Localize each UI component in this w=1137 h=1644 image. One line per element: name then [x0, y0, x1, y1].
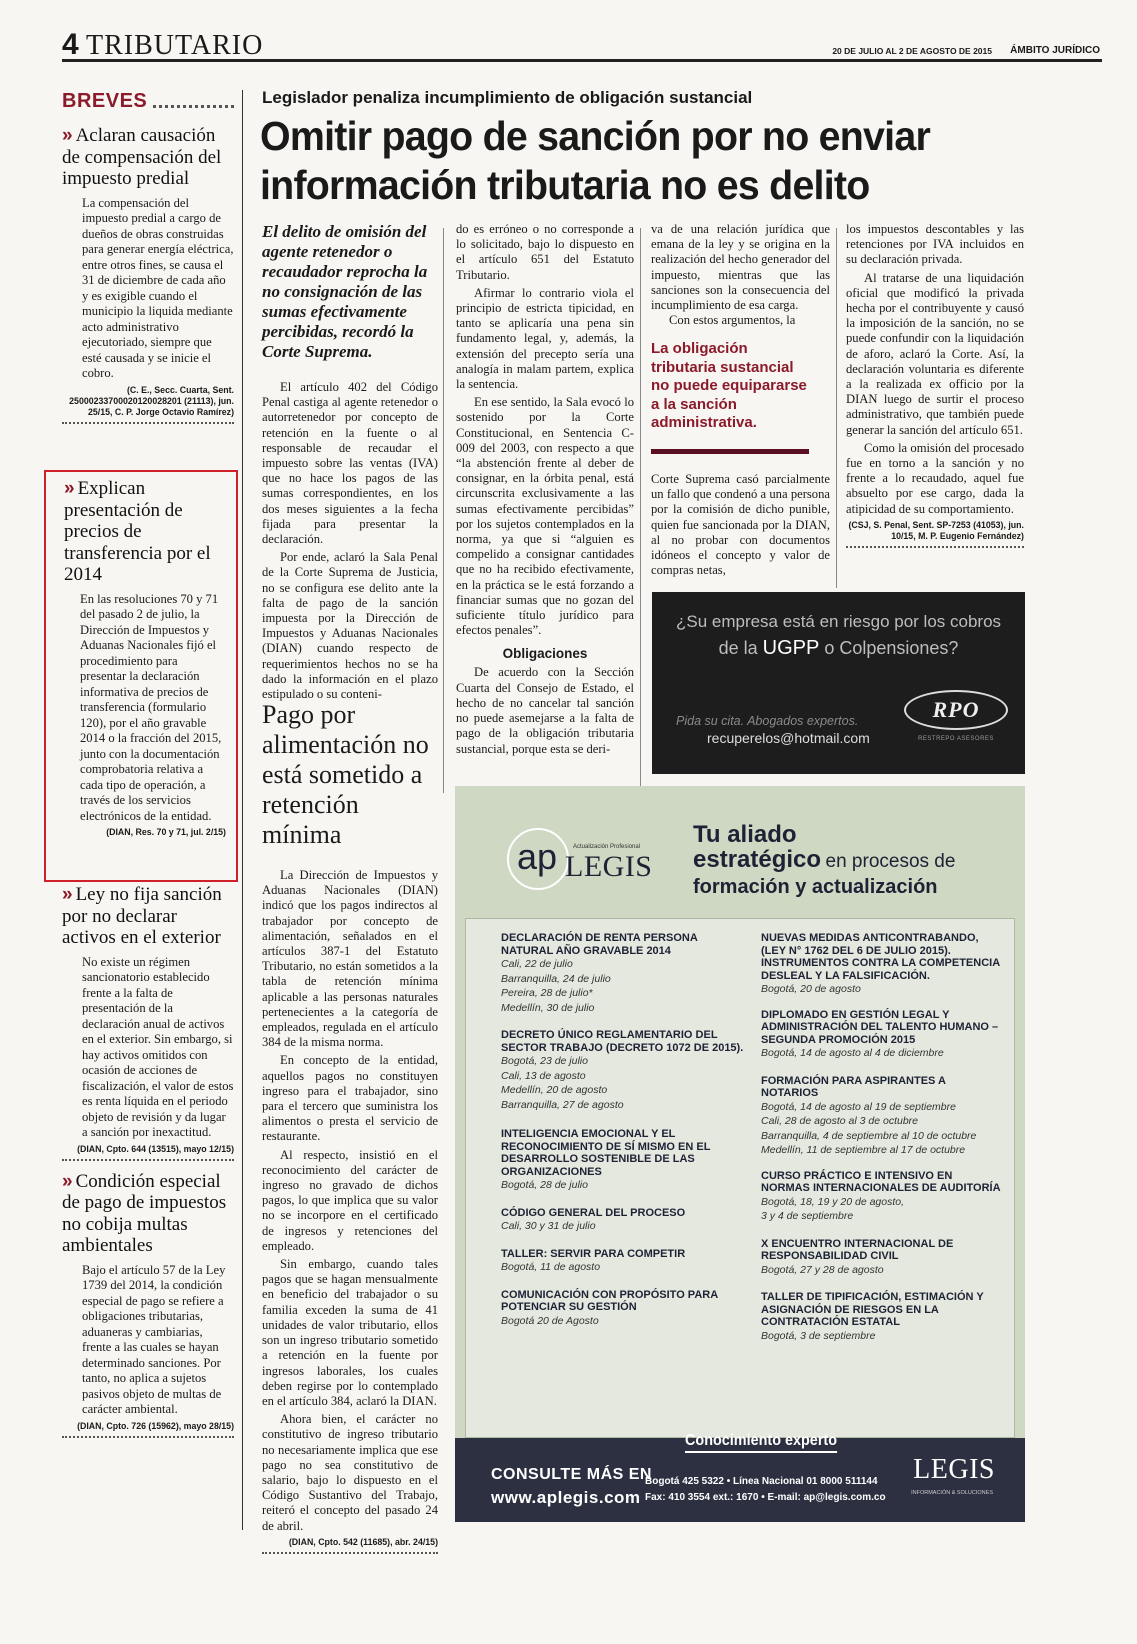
- course-date: Medellín, 11 de septiembre al 17 de octubre: [761, 1144, 966, 1156]
- course-item: [501, 1289, 751, 1329]
- course-date: 3 y 4 de septiembre: [761, 1210, 854, 1222]
- ad-text-bold: UGPP: [762, 637, 820, 659]
- course-item: [761, 932, 1001, 997]
- headline-line: Tu aliado: [693, 821, 797, 848]
- brief-citation: (DIAN, Cpto. 726 (15962), mayo 28/15): [77, 1420, 234, 1431]
- brief-heading-text: Aclaran causación de compensación del impuesto predial: [62, 125, 222, 189]
- paragraph: Como la omisión del procesado fue en torno a la sanción y no frente a lo recaudado, aquel fue absuelto por ese cargo, dada la atipicidad de su comportamiento.: [846, 440, 1024, 516]
- brief-body: No existe un régimen sancionatorio establecido frente a la falta de presentación de la declaración anual de activos en el exterior. Sin embargo, si hay activos omitidos con ocasión de acciones de fiscalización, el valor de estos es renta líquida en el periodo objeto de revisión y da lugar a sanción por inexactitud.: [82, 954, 234, 1139]
- brief-citation: (DIAN, Res. 70 y 71, jul. 2/15): [106, 827, 226, 837]
- publication-name: ÁMBITO JURÍDICO: [1010, 45, 1100, 56]
- dotted-rule: [846, 546, 1024, 548]
- page-header: [62, 30, 1102, 62]
- course-item: [501, 932, 751, 1015]
- column-rule: [640, 228, 641, 793]
- rpo-logo-text: RPO: [932, 697, 980, 722]
- course-title: CÓDIGO GENERAL DEL PROCESO: [501, 1206, 686, 1219]
- course-item: [761, 1238, 1001, 1278]
- logo-ap: ap: [517, 836, 558, 877]
- course-title: DECLARACIÓN DE RENTA PERSONA NATURAL AÑO GRAVABLE 2014: [501, 932, 698, 957]
- article-headline: Omitir pago de sanción por no enviar información tributaria no es delito: [260, 113, 931, 208]
- brief-citation: (C. E., Secc. Cuarta, Sent. 25000233700020120028201 (21113), jun. 25/15, C. P. Jorge Octavio Ramírez): [69, 384, 234, 417]
- course-list-right: [761, 932, 1001, 1343]
- course-title: TALLER: SERVIR PARA COMPETIR: [501, 1247, 686, 1260]
- brief-item: [62, 1171, 234, 1438]
- course-item: [761, 1170, 1001, 1224]
- legis-advertisement[interactable]: [455, 786, 1025, 1522]
- brief-body: En las resoluciones 70 y 71 del pasado 2 de julio, la Dirección de Impuestos y Aduanas Nacionales fijó el procedimiento para presentar la declaración informativa de precios de transferencia (formulario 120), por el año gravable 2014 o la fracción del 2015, junto con la documentación comprobatoria relativa a cada tipo de operación, a través de los servicios electrónicos de la entidad.: [80, 591, 222, 823]
- course-title: NUEVAS MEDIDAS ANTICONTRABANDO, (LEY N° 1762 DEL 6 DE JULIO 2015). INSTRUMENTOS CONTRA LA COMPETENCIA DESLEAL Y LA FALSIFICACIÓN.: [761, 932, 1000, 982]
- legis-logo-sub: INFORMACIÓN & SOLUCIONES: [911, 1490, 993, 1496]
- course-date: Bogotá, 20 de agosto: [761, 983, 861, 995]
- course-date: Bogotá, 11 de agosto: [501, 1261, 601, 1273]
- legis-footer: [455, 1432, 1025, 1522]
- brief-body: Bajo el artículo 57 de la Ley 1739 del 2014, la condición especial de pago se refiere a obligaciones tributarias, aduaneras y cambiarias, frente a las cuales se hayan determinado sanciones. Por tanto, no aplica a sujetos pasivos objeto de multas de carácter ambiental.: [82, 1262, 226, 1416]
- brief-heading-text: Ley no fija sanción por no declarar activos en el exterior: [62, 884, 222, 948]
- paragraph: De acuerdo con la Sección Cuarta del Consejo de Estado, el hecho de no cancelar tal sanción no puede asemejarse a la falta de pago de la obligación tributaria sustancial, porque esta se deri-: [456, 665, 634, 756]
- double-chevron-icon: »: [62, 125, 73, 146]
- rpo-advertisement[interactable]: [652, 592, 1025, 774]
- brief-heading: [62, 1171, 234, 1257]
- legis-top: [455, 786, 1025, 918]
- headline-rest: en procesos de: [825, 851, 956, 872]
- paragraph: Al tratarse de una liquidación oficial que modificó la privada hecha por el contribuyente y causó la imposición de la sanción, no se puede confundir con la liquidación de aforo, aclaró la Corte. Así, la declaración voluntaria es diferente a la realizada ex officio por la DIAN luego de surtir el proceso administrativo, que también puede generar la sanción del artículo 651.: [846, 270, 1024, 437]
- contact-line: Bogotá 425 5322 • Línea Nacional 01 8000 511144: [645, 1476, 878, 1487]
- issue-date: 20 DE JULIO AL 2 DE AGOSTO DE 2015: [832, 46, 992, 56]
- breves-title: [62, 90, 234, 113]
- article-citation: (CSJ, S. Penal, Sent. SP-7253 (41053), jun. 10/15, M. P. Eugenio Fernández): [848, 519, 1024, 541]
- ad-text: de la: [718, 638, 758, 658]
- headline-line: [693, 847, 955, 875]
- course-title: TALLER DE TIPIFICACIÓN, ESTIMACIÓN Y ASIGNACIÓN DE RIESGOS EN LA CONTRATACIÓN ESTATAL: [761, 1291, 984, 1328]
- brief-heading: [64, 478, 226, 586]
- paragraph: La Dirección de Impuestos y Aduanas Nacionales (DIAN) indicó que los pagos indirectos al trabajador por concepto de alimentación, señalados en el artículos 387-1 del Estatuto Tributario, no están sometidos a la tabla de retención mínima aplicable a las personas naturales pertenecientes a la categoría de empleados, regulada en el artículo 384 de la misma norma.: [262, 868, 438, 1050]
- course-date: Medellín, 20 de agosto: [501, 1084, 608, 1096]
- contact-line: Fax: 410 3554 ext.: 1670 • E-mail: ap@legis.com.co: [645, 1492, 886, 1503]
- column-rule: [242, 90, 243, 1530]
- paragraph: El artículo 402 del Código Penal castiga al agente retenedor o autorretenedor por concepto de retención en la fuente o al responsable de recaudar el impuesto sobre las ventas (IVA) que no hace los pagos de las sumas correspondientes, en los dos meses siguientes a la fecha fijada para presentar la declaración.: [262, 380, 438, 547]
- paragraph: En ese sentido, la Sala evocó lo sostenido por la Corte Constitucional, en Sentencia C-009 del 2003, con respecto a que “la abstención frente al deber de consignar, en la órbita penal, está circunscrita exclusivamente a las sumas efectivamente percibidas” por los sujetos contemplados en la norma, ya que si “alguien es compelido a consignar cantidades que no ha recibido efectivamente, en la práctica se le está forzando a financiar sumas que no gozan del suficiente título jurídico para efectos penales”.: [456, 395, 634, 638]
- headline-bold: estratégico: [693, 846, 822, 873]
- legis-logo: LEGIS: [913, 1454, 995, 1485]
- double-chevron-icon: »: [62, 884, 73, 905]
- headline-line: formación y actualización: [693, 876, 938, 898]
- brief-item: [62, 125, 234, 424]
- brief-item: [62, 884, 234, 1161]
- course-title: COMUNICACIÓN CON PROPÓSITO PARA POTENCIAR SU GESTIÓN: [501, 1288, 718, 1313]
- article-citation: (DIAN, Cpto. 542 (11685), abr. 24/15): [288, 1536, 438, 1547]
- course-list-left: [501, 932, 751, 1328]
- course-date: Cali, 13 de agosto: [501, 1069, 586, 1082]
- course-item: [501, 1248, 751, 1275]
- brief-heading-text: Condición especial de pago de impuestos no cobija multas ambientales: [62, 1170, 227, 1256]
- paragraph: Corte Suprema casó parcialmente un fallo que condenó a una persona por la comisión de dicho punible, quien fue sancionada por la DIAN, al no probar con documentos idóneos el concepto y valor de compras netas,: [651, 471, 830, 578]
- second-headline: Pago por alimentación no está sometido a retención mínima: [262, 700, 429, 849]
- pull-quote: [651, 340, 809, 454]
- paragraph: Al respecto, insistió en el reconocimiento del carácter de ingreso no gravado de dichos pagos, lo que implica que su valor no se incorpore en el certificado de ingresos y retenciones del empleado.: [262, 1147, 438, 1253]
- paragraph: Con estos argumentos, la: [669, 313, 796, 328]
- brief-citation: (DIAN, Cpto. 644 (13515), mayo 12/15): [77, 1143, 234, 1154]
- course-date: Cali, 30 y 31 de julio: [501, 1220, 596, 1232]
- article-col-3: [651, 222, 830, 578]
- section-title: TRIBUTARIO: [86, 30, 264, 61]
- course-title: INTELIGENCIA EMOCIONAL Y EL RECONOCIMIENTO DE SÍ MISMO EN EL DESARROLLO SOSTENIBLE DE LAS ORGANIZACIONES: [501, 1128, 711, 1178]
- footer-tag: Conocimiento experto: [685, 1432, 837, 1453]
- course-title: FORMACIÓN PARA ASPIRANTES A NOTARIOS: [761, 1074, 946, 1099]
- aplegis-logo: [507, 826, 657, 896]
- article-col-4: [846, 222, 1024, 548]
- paragraph: En concepto de la entidad, aquellos pagos no constituyen ingreso para el trabajador, sino para el tercero que suministra los alimentos o presta el servicio de restaurante.: [262, 1053, 438, 1144]
- paragraph: Afirmar lo contrario viola el principio de estricta tipicidad, en tanto se aplicaría una pena sin fundamento legal, y, además, la extensión del precepto sería una analogía in malam partem, explica la sentencia.: [456, 285, 634, 392]
- brief-heading-text: Explican presentación de precios de transferencia por el 2014: [64, 478, 211, 585]
- logo-small: Actualización Profesional: [573, 844, 641, 850]
- course-date: Bogotá, 27 y 28 de agosto: [761, 1263, 884, 1276]
- subhead: Obligaciones: [502, 646, 588, 662]
- article-lead: [262, 222, 438, 362]
- pull-quote-text: La obligación tributaria sustancial no puede equipararse a la sanción administrativa.: [651, 340, 807, 432]
- double-chevron-icon: »: [62, 1170, 73, 1192]
- ad-cta: Pida su cita. Abogados expertos.: [676, 714, 859, 728]
- breves-label: BREVES: [62, 90, 148, 112]
- paragraph: Sin embargo, cuando tales pagos que se hagan mensualmente en beneficio del trabajador o su familia exceden la suma de 41 unidades de valor tributario, ellos son un ingreso tributario sometido a retención en la fuente por ingresos laborales, los cuales deben regirse por lo contemplado en el artículo 384, aclaró la DIAN.: [262, 1257, 438, 1408]
- ad-email[interactable]: recuperelos@hotmail.com: [707, 730, 870, 746]
- course-date: Medellín, 30 de julio: [501, 1001, 595, 1014]
- paragraph: do es erróneo o no corresponde a lo solicitado, bajo lo dispuesto en el artículo 651 del Estatuto Tributario.: [456, 222, 634, 282]
- article-kicker: Legislador penaliza incumplimiento de obligación sustancial: [262, 88, 753, 107]
- article-col-1: [262, 380, 438, 702]
- paragraph: va de una relación jurídica que emana de la ley y se origina en la realización del hecho generador del impuesto, mientras que las sanciones son la consecuencia del incumplimiento de esa carga.: [651, 222, 831, 313]
- course-title: X ENCUENTRO INTERNACIONAL DE RESPONSABILIDAD CIVIL: [761, 1237, 954, 1262]
- brief-body: La compensación del impuesto predial a cargo de dueños de obras construidas para generar energía eléctrica, entre otros fines, se causa el 31 de diciembre de cada año y es exigible cuando el municipio la liquida mediante acto administrativo ejecutoriado, siempre que esté causada y se inicie el cobro.: [82, 195, 234, 380]
- course-item: [501, 1029, 751, 1112]
- course-date: Bogotá, 18, 19 y 20 de agosto,: [761, 1195, 905, 1208]
- consult-label: CONSULTE MÁS EN: [491, 1466, 652, 1483]
- legis-headline: [693, 822, 955, 900]
- course-item: [761, 1075, 1001, 1158]
- dotted-rule: [153, 105, 234, 108]
- article-col-2: [456, 222, 634, 757]
- page-number: 4: [62, 28, 79, 61]
- rpo-logo-sub: RESTREPO ASESORES: [918, 736, 994, 742]
- course-date: Bogotá, 3 de septiembre: [761, 1329, 876, 1342]
- dotted-rule: [62, 1159, 234, 1161]
- course-date: Cali, 28 de agosto al 3 de octubre: [761, 1115, 919, 1127]
- course-item: [761, 1291, 1001, 1343]
- column-rule: [836, 228, 837, 588]
- ad-text: o Colpensiones?: [824, 638, 959, 658]
- aplegis-url[interactable]: www.aplegis.com: [491, 1488, 641, 1507]
- dotted-rule: [262, 1552, 438, 1554]
- lead-text: El delito de omisión del agente retenedor o recaudador reprocha la no consignación de las sumas efectivamente percibidas, recordó la Corte Suprema.: [262, 222, 428, 361]
- course-date: Cali, 22 de julio: [501, 958, 573, 970]
- course-date: Pereira, 28 de julio*: [501, 987, 593, 999]
- column-rule: [443, 228, 444, 793]
- course-date: Bogotá, 23 de julio: [501, 1055, 588, 1067]
- dotted-rule: [62, 1436, 234, 1438]
- brief-heading: [62, 125, 234, 190]
- brief-heading: [62, 884, 234, 949]
- ad-headline-2: [652, 637, 1025, 660]
- paragraph: Por ende, aclaró la Sala Penal de la Corte Suprema de Justicia, no se configura ese delito ante la falta de pago de la sanción impuesta por la Dirección de Impuestos y Aduanas Nacionales (DIAN) cuando respecto de requerimientos hechos no se ha dado la información en el plazo estipulado o su conteni-: [262, 550, 438, 702]
- course-title: DIPLOMADO EN GESTIÓN LEGAL Y ADMINISTRACIÓN DEL TALENTO HUMANO – SEGUNDA PROMOCIÓN 2015: [761, 1008, 999, 1046]
- course-date: Barranquilla, 4 de septiembre al 10 de octubre: [761, 1129, 977, 1142]
- brief-item-highlighted: [44, 470, 238, 882]
- course-item: [501, 1207, 751, 1234]
- course-title: DECRETO ÚNICO REGLAMENTARIO DEL SECTOR TRABAJO (DECRETO 1072 DE 2015).: [501, 1029, 744, 1054]
- course-item: [501, 1128, 751, 1193]
- course-date: Barranquilla, 24 de julio: [501, 972, 611, 985]
- paragraph: los impuestos descontables y las retenciones por IVA incluidos en su declaración privada.: [846, 222, 1024, 267]
- breves-column-lower: [62, 884, 234, 1438]
- second-article: [262, 700, 438, 1554]
- double-chevron-icon: »: [64, 478, 75, 499]
- course-date: Bogotá, 14 de agosto al 4 de diciembre: [761, 1047, 944, 1059]
- course-date: Bogotá, 14 de agosto al 19 de septiembre: [761, 1100, 956, 1113]
- logo-legis: LEGIS: [565, 850, 653, 883]
- course-date: Bogotá 20 de Agosto: [501, 1314, 599, 1327]
- course-item: [761, 1009, 1001, 1061]
- breves-column: [62, 90, 234, 424]
- dotted-rule: [62, 422, 234, 424]
- paragraph: Ahora bien, el carácter no constitutivo de ingreso tributario no necesariamente implica que ese pago no sea constitutivo de salario, bajo lo dispuesto en el Código Sustantivo del Trabajo, reiteró el concepto del pasado 24 de abril.: [262, 1412, 438, 1533]
- course-date: Bogotá, 28 de julio: [501, 1179, 588, 1191]
- rpo-logo: [904, 690, 1008, 730]
- course-date: Barranquilla, 27 de agosto: [501, 1098, 624, 1111]
- course-title: CURSO PRÁCTICO E INTENSIVO EN NORMAS INTERNACIONALES DE AUDITORÍA: [761, 1169, 1001, 1194]
- ad-headline-1: ¿Su empresa está en riesgo por los cobros: [675, 612, 1002, 631]
